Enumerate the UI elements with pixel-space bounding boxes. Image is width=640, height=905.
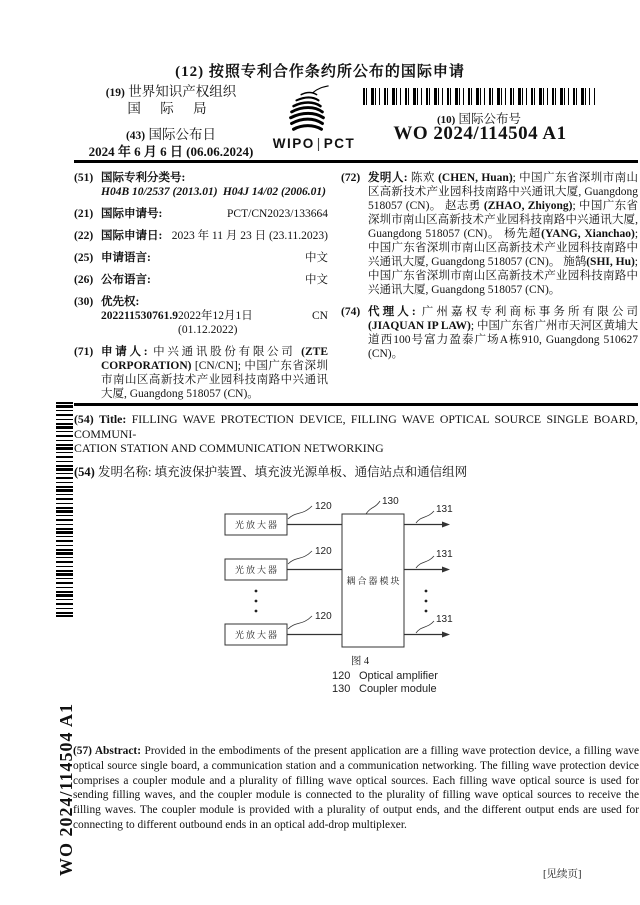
pub-number-value: WO 2024/114504 A1 bbox=[393, 123, 567, 144]
field-num: (30) bbox=[74, 296, 94, 308]
biblio-right-column bbox=[341, 171, 638, 409]
priority-app-number: 202211530761.9 bbox=[101, 310, 178, 322]
field-num: (21) bbox=[74, 208, 94, 220]
field-label: 国际申请号: bbox=[101, 208, 163, 220]
title-section bbox=[74, 412, 638, 479]
field-label: 申请语言: bbox=[101, 252, 151, 264]
wordmark-divider: | bbox=[316, 136, 322, 151]
figure-4-diagram bbox=[218, 492, 458, 672]
title-en-text: FILLING WAVE PROTECTION DEVICE, FILLING WAVE OPTICAL SOURCE SINGLE BOARD, COMMUNI- bbox=[74, 412, 638, 441]
title-en-label: Title: bbox=[99, 412, 127, 426]
field-num-19: (19) bbox=[105, 87, 125, 99]
field-num: (71) bbox=[74, 346, 94, 358]
priority-country: CN bbox=[312, 310, 328, 322]
legend-ref: 120 bbox=[332, 670, 351, 682]
org-bureau: 国 际 局 bbox=[127, 101, 215, 116]
field-num: (26) bbox=[74, 274, 94, 286]
field-30-priority bbox=[74, 295, 328, 337]
priority-line bbox=[101, 309, 328, 337]
abstract-paragraph: (57) Abstract: Provided in the embodiments of the present application are a filling wave protection device, a filling wave optical source single board, a communication station and a communication networking. The filling wave protection device comprises a coupler module and a plurality of filling wave optical sources. Each filling wave optical source is used for sending filling waves, and the coupler module is connected to the plurality of filling wave optical sources to receive the filling waves. The coupler module is provided with a plurality of output ends, and the different output ends are used for connecting to different outbound ends in an optical add-drop multiplexer. bbox=[73, 745, 640, 831]
field-label: 优先权: bbox=[101, 296, 140, 308]
continuation-note: [见续页] bbox=[543, 869, 582, 880]
inventors-paragraph: 发明人: 陈欢 (CHEN, Huan); 中国广东省深圳市南山区高新技术产业园科技南路中兴通讯大厦, Guangdong 518057 (CN)。 赵志勇 (ZHAO, Zhiyong); 中国广东省深圳市南山区高新技术产业园科技南路中兴通讯大厦, Guangdong 518057 (CN)。 杨先超(YANG, Xianchao); 中国广东省深圳市南山区高新技术产业园科技南路中兴通讯大厦, Guangdong 518057 (CN)。 施鹄(SHI, Hu); 中国广东省深圳市南山区高新技术产业园科技南路中兴通讯大厦, Guangdong 518057 (CN)。 bbox=[368, 172, 639, 296]
title-en-line-2: CATION STATION AND COMMUNICATION NETWORKING bbox=[74, 441, 384, 455]
bibliographic-section bbox=[74, 171, 638, 409]
wipo-globe-icon bbox=[282, 85, 332, 135]
field-label: 国际申请日: bbox=[101, 230, 163, 242]
field-value: PCT/CN2023/133664 bbox=[227, 208, 328, 220]
figure-caption: 图 4 bbox=[350, 656, 370, 667]
title-en-line-1 bbox=[74, 412, 638, 441]
ipc-code: H04J 14/02 (2006.01) bbox=[222, 186, 326, 198]
field-label: 国际专利分类号: bbox=[101, 172, 186, 184]
ref-120-label: 120 bbox=[315, 546, 332, 557]
amp-box-3-label: 光放大器 bbox=[234, 630, 280, 640]
field-num-10: (10) bbox=[437, 114, 456, 126]
field-51-ipc bbox=[74, 171, 328, 199]
field-22-filing-date bbox=[74, 229, 328, 243]
field-num: (22) bbox=[74, 230, 94, 242]
amp-box-1-label: 光放大器 bbox=[234, 520, 280, 530]
title-cn-label: 发明名称: bbox=[97, 464, 152, 479]
pct-treaty-line: (12) 按照专利合作条约所公布的国际申请 bbox=[175, 64, 465, 80]
ref-120-label: 120 bbox=[315, 501, 332, 512]
applicant-paragraph: 申请人: 中兴通讯股份有限公司 (ZTE CORPORATION) [CN/CN]; 中国广东省深圳市南山区高新技术产业园科技南路中兴通讯大厦, Guangdong 518057 (CN)。 bbox=[101, 346, 328, 400]
field-num: (74) bbox=[341, 306, 361, 318]
intl-bureau-block bbox=[58, 84, 284, 160]
ref-120-label: 120 bbox=[315, 611, 332, 622]
pub-date-value: 2024 年 6 月 6 日 (06.06.2024) bbox=[88, 144, 254, 159]
side-pub-number-vertical: WO 2024/114504 A1 bbox=[56, 702, 76, 876]
field-num: (25) bbox=[74, 252, 94, 264]
legend-text: Coupler module bbox=[359, 683, 437, 695]
legend-item bbox=[332, 683, 438, 696]
ref-131-label: 131 bbox=[436, 549, 453, 560]
legend-item bbox=[332, 670, 438, 683]
figure-legend bbox=[332, 670, 438, 696]
field-num-43: (43) bbox=[125, 130, 146, 142]
legend-ref: 130 bbox=[332, 683, 351, 695]
ref-131-label: 131 bbox=[436, 614, 453, 625]
agent-paragraph: 代理人: 广州嘉权专利商标事务所有限公司 (JIAQUAN IP LAW); 中国广东省广州市天河区黄埔大道西100号富力盈泰广场A栋910, Guangdong 510627 (CN)。 bbox=[368, 306, 638, 360]
side-barcode bbox=[56, 402, 73, 617]
pub-date-label-line bbox=[58, 127, 284, 144]
field-71-applicant bbox=[74, 345, 328, 401]
field-21-application-number bbox=[74, 207, 328, 221]
field-num: (51) bbox=[74, 172, 94, 184]
field-value: 中文 bbox=[305, 274, 328, 286]
field-74-agent bbox=[341, 305, 638, 361]
title-cn-line bbox=[74, 465, 638, 480]
org-name: 世界知识产权组织 bbox=[128, 84, 237, 99]
coupler-box-label: 耦合器模块 bbox=[346, 576, 402, 586]
field-num-54-cn: (54) bbox=[74, 464, 95, 479]
title-cn-text: 填充波保护装置、填充波光源单板、通信站点和通信组网 bbox=[154, 464, 468, 479]
legend-text: Optical amplifier bbox=[359, 670, 438, 682]
field-value: 2023 年 11 月 23 日 (23.11.2023) bbox=[171, 230, 328, 242]
pct-label: PCT bbox=[323, 136, 356, 151]
priority-date: 2022年12月1日 (01.12.2022) bbox=[178, 310, 253, 336]
pub-number-label: 国际公布号 bbox=[458, 112, 521, 126]
biblio-left-column bbox=[74, 171, 328, 409]
field-num: (72) bbox=[341, 172, 361, 184]
amp-box-2-label: 光放大器 bbox=[234, 565, 280, 575]
org-name-line bbox=[58, 84, 284, 101]
ipc-codes bbox=[101, 185, 328, 199]
wipo-label: WIPO bbox=[272, 136, 315, 151]
ipc-code: H04B 10/2537 (2013.01) bbox=[101, 186, 218, 198]
ref-131-label: 131 bbox=[436, 504, 453, 515]
header-divider-rule bbox=[74, 160, 638, 163]
ref-130-label: 130 bbox=[382, 496, 399, 507]
field-72-inventors bbox=[341, 171, 638, 297]
pub-date-label: 国际公布日 bbox=[148, 127, 217, 142]
field-26-publication-language bbox=[74, 273, 328, 287]
field-25-filing-language bbox=[74, 251, 328, 265]
title-divider-rule bbox=[74, 403, 638, 406]
publication-barcode bbox=[363, 88, 595, 105]
field-value: 中文 bbox=[305, 252, 328, 264]
field-num-54: (54) bbox=[74, 412, 94, 426]
field-label: 公布语言: bbox=[101, 274, 151, 286]
